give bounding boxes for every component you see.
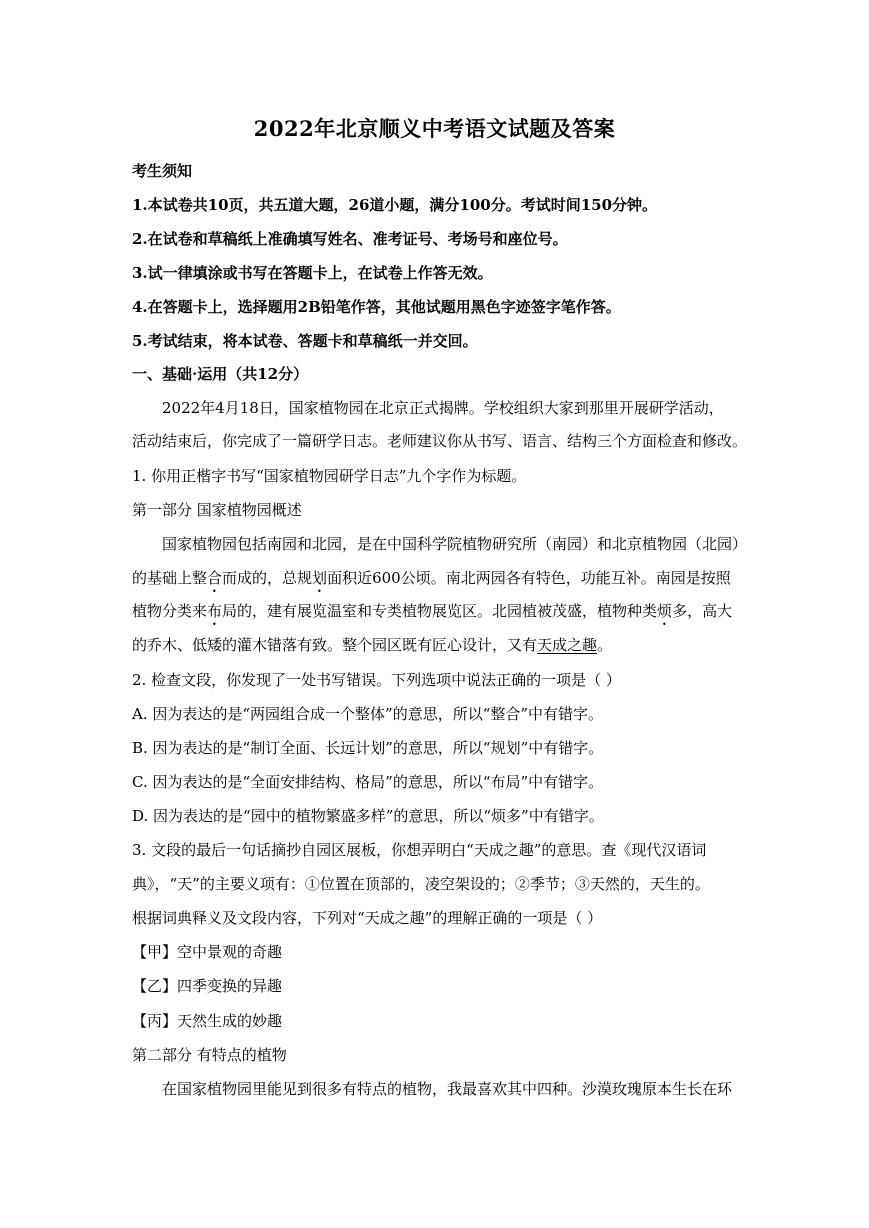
passage-line-4: 的乔木、低矮的灌木错落有致。整个园区既有匠心设计，又有天成之趣。 xyxy=(132,636,613,654)
notice-item-4: 4.在答题卡上，选择题用2B铅笔作答，其他试题用黑色字迹签字笔作答。 xyxy=(132,298,621,316)
notice-item-3: 3.试一律填涂或书写在答题卡上，在试卷上作答无效。 xyxy=(132,264,493,282)
passage-line-3: 植物分类来布局的，建有展览温室和专类植物展览区。北园植被茂盛，植物种类烦多，高大 xyxy=(132,602,733,620)
document-title: 2022年北京顺义中考语文试题及答案 xyxy=(253,116,616,141)
question-1: 1. 你用正楷字书写“国家植物园研学日志”九个字作为标题。 xyxy=(132,467,527,485)
q2-option-a: A. 因为表达的是“两园组合成一个整体”的意思，所以“整合”中有错字。 xyxy=(132,705,604,723)
emphasis-char: 布 xyxy=(207,602,223,620)
intro-line-2: 活动结束后，你完成了一篇研学日志。老师建议你从书写、语言、结构三个方面检查和修改。 xyxy=(132,432,748,450)
notice-item-1: 1.本试卷共10页，共五道大题，26道小题，满分100分。考试时间150分钟。 xyxy=(132,196,658,214)
q3-option-jia: 【甲】空中景观的奇趣 xyxy=(132,943,283,961)
notice-heading: 考生须知 xyxy=(132,162,193,180)
passage-line-2: 的基础上整合而成的，总规划面积近600公顷。南北两园各有特色，功能互补。南园是按照 xyxy=(132,569,731,587)
question-3-line-3: 根据词典释义及文段内容，下列对“天成之趣”的理解正确的一项是（ ） xyxy=(132,909,603,927)
question-3-line-2: 典》，“天”的主要义项有：①位置在顶部的，凌空架设的；②季节；③天然的，天生的。 xyxy=(132,875,710,893)
question-2: 2. 检查文段，你发现了一处书写错误。下列选项中说法正确的一项是（ ） xyxy=(132,671,621,689)
part2-heading: 第二部分 有特点的植物 xyxy=(132,1046,287,1064)
q2-option-d: D. 因为表达的是“园中的植物繁盛多样”的意思，所以“烦多”中有错字。 xyxy=(132,807,604,825)
q3-option-yi: 【乙】四季变换的异趣 xyxy=(132,977,283,995)
emphasis-char: 烦 xyxy=(657,602,673,620)
emphasis-char: 合 xyxy=(207,569,223,587)
passage-line-1: 国家植物园包括南园和北园，是在中国科学院植物研究所（南园）和北京植物园（北园） xyxy=(162,535,748,553)
q2-option-c: C. 因为表达的是“全面安排结构、格局”的意思，所以“布局”中有错字。 xyxy=(132,773,604,791)
intro-line-1: 2022年4月18日，国家植物园在北京正式揭牌。学校组织大家到那里开展研学活动， xyxy=(162,399,724,417)
emphasis-char: 划 xyxy=(312,569,328,587)
section-heading: 一、基础·运用（共12分） xyxy=(132,365,309,383)
passage2-line-1: 在国家植物园里能见到很多有特点的植物，我最喜欢其中四种。沙漠玫瑰原本生长在环 xyxy=(162,1080,733,1098)
q2-option-b: B. 因为表达的是“制订全面、长远计划”的意思，所以“规划”中有错字。 xyxy=(132,739,604,757)
notice-item-5: 5.考试结束，将本试卷、答题卡和草稿纸一并交回。 xyxy=(132,332,478,350)
part1-heading: 第一部分 国家植物园概述 xyxy=(132,501,302,519)
q3-option-bing: 【丙】天然生成的妙趣 xyxy=(132,1012,283,1030)
notice-item-2: 2.在试卷和草稿纸上准确填写姓名、准考证号、考场号和座位号。 xyxy=(132,230,568,248)
question-3-line-1: 3. 文段的最后一句话摘抄自园区展板，你想弄明白“天成之趣”的意思。查《现代汉语词 xyxy=(132,841,707,859)
underlined-phrase: 天成之趣 xyxy=(537,636,598,654)
